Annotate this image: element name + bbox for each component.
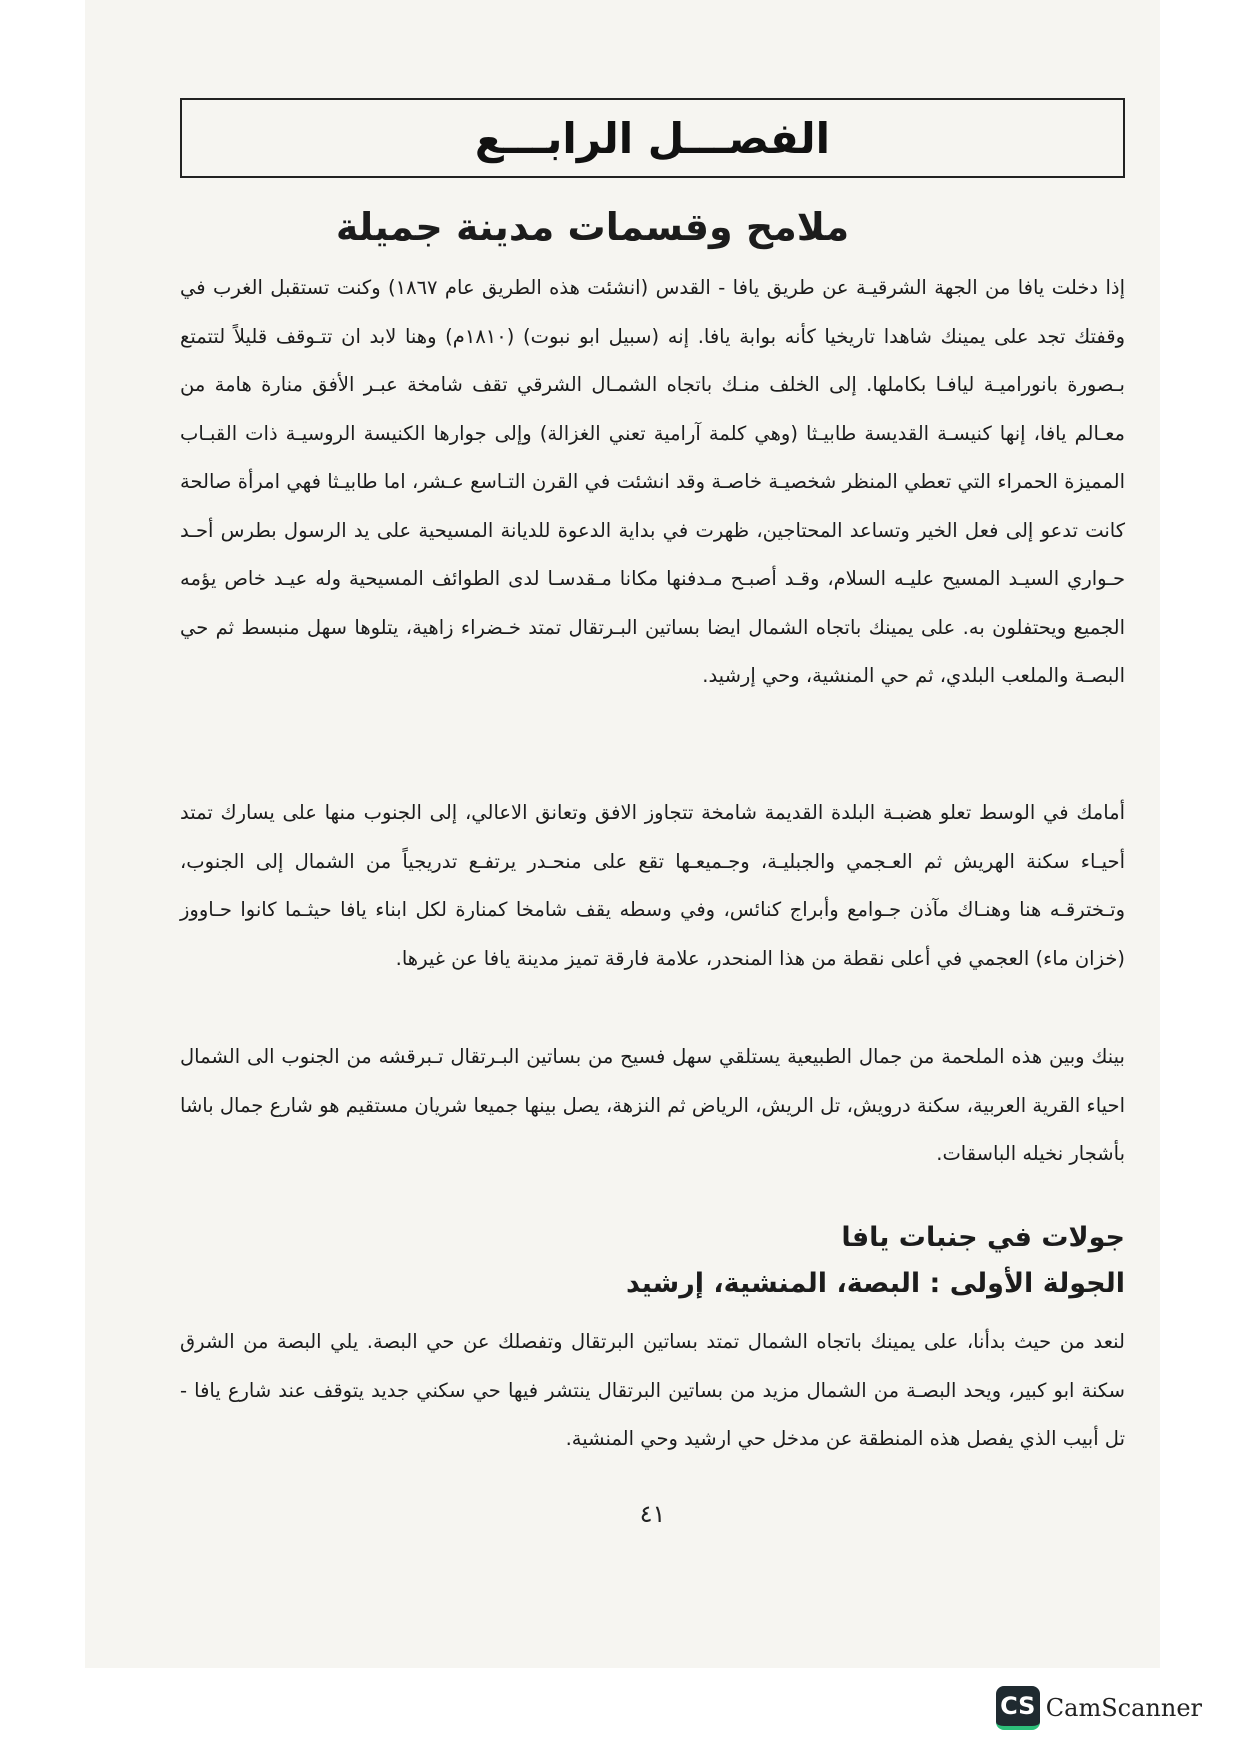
camscanner-watermark [996, 1686, 1202, 1730]
chapter-title: الفصـــل الرابـــع [474, 113, 831, 163]
scanned-page [85, 0, 1160, 1668]
subheading-first-tour: الجولة الأولى : البصة، المنشية، إرشيد [626, 1268, 1125, 1299]
paragraph-3: بينك وبين هذه الملحمة من جمال الطبيعية يستلقي سهل فسيح من بساتين البـرتقال تـبرقشه من الجنوب الى الشمال احياء القرية العربية، سكنة درويش، تل الريش، الرياض ثم النزهة، يصل بينها جميعا شريان مستقيم هو شارع جمال باشا بأشجار نخيله الباسقات. [180, 1045, 1125, 1165]
page-number: ٤١ [639, 1500, 666, 1528]
paragraph-4: لنعد من حيث بدأنا، على يمينك باتجاه الشمال تمتد بساتين البرتقال وتفصلك عن حي البصة. يلي البصة من الشرق سكنة ابو كبير، ويحد البصـة من الشمال مزيد من بساتين البرتقال ينتشر فيها حي سكني جديد يتوقف عند شارع يافا - تل أبيب الذي يفصل هذه المنطقة عن مدخل حي ارشيد وحي المنشية. [180, 1330, 1125, 1450]
subheading-tours: جولات في جنبات يافا [841, 1222, 1125, 1253]
paragraph-2: أمامك في الوسط تعلو هضبـة البلدة القديمة شامخة تتجاوز الافق وتعانق الاعالي، إلى الجنوب منها على يسارك تمتد أحيـاء سكنة الهريش ثم العـجمي والجبليـة، وجـميعـها تقع على منحـدر يرتفـع تدريجياً من الشمال إلى الجنوب، وتـخترقـه هنا وهنـاك مآذن جـوامع وأبراج كنائس، وفي وسطه يقف شامخا كمنارة لكل ابناء يافا حيثـما كانوا حـاووز (خزان ماء) العجمي في أعلى نقطة من هذا المنحدر، علامة فارقة تميز مدينة يافا عن غيرها. [180, 801, 1125, 970]
paragraph-1: إذا دخلت يافا من الجهة الشرقيـة عن طريق يافا - القدس (انشئت هذه الطريق عام ١٨٦٧) وكنت تستقبل الغرب في وقفتك تجد على يمينك شاهدا تاريخيا كأنه بوابة يافا. إنه (سبيل ابو نبوت) (١٨١٠م) وهنا لابد ان تتـوقف قليلاً لتتمتع بـصورة بانوراميـة ليافـا بكاملها. إلى الخلف منـك باتجاه الشمـال الشرقي تقف شامخة عبـر الأفق منارة هامة من معـالم يافا، إنها كنيسـة القديسة طابيـثا (وهي كلمة آرامية تعني الغزالة) وإلى جوارها الكنيسة الروسيـة ذات القبـاب المميزة الحمراء التي تعطي المنظر شخصيـة خاصـة وقد انشئت في القرن التـاسع عـشر، اما طابيـثا فهي امرأة صالحة كانت تدعو إلى فعل الخير وتساعد المحتاجين، ظهرت في بداية الدعوة للديانة المسيحية على يد الرسول بطرس أحـد حـواري السيـد المسيح عليـه السلام، وقـد أصبـح مـدفنها مكانا مـقدسـا لدى الطوائف المسيحية وله عيـد خاص يؤمه الجميع ويحتفلون به. على يمينك باتجاه الشمال ايضا بساتين البـرتقال تمتد خـضراء زاهية، يتلوها سهل منبسط ثم حي البصـة والملعب البلدي، ثم حي المنشية، وحي إرشيد. [180, 276, 1126, 687]
chapter-title-box [180, 98, 1125, 178]
section-title: ملامح وقسمات مدينة جميلة [335, 205, 850, 249]
camscanner-logo-icon: CS [996, 1686, 1040, 1730]
camscanner-label: CamScanner [1045, 1694, 1202, 1722]
